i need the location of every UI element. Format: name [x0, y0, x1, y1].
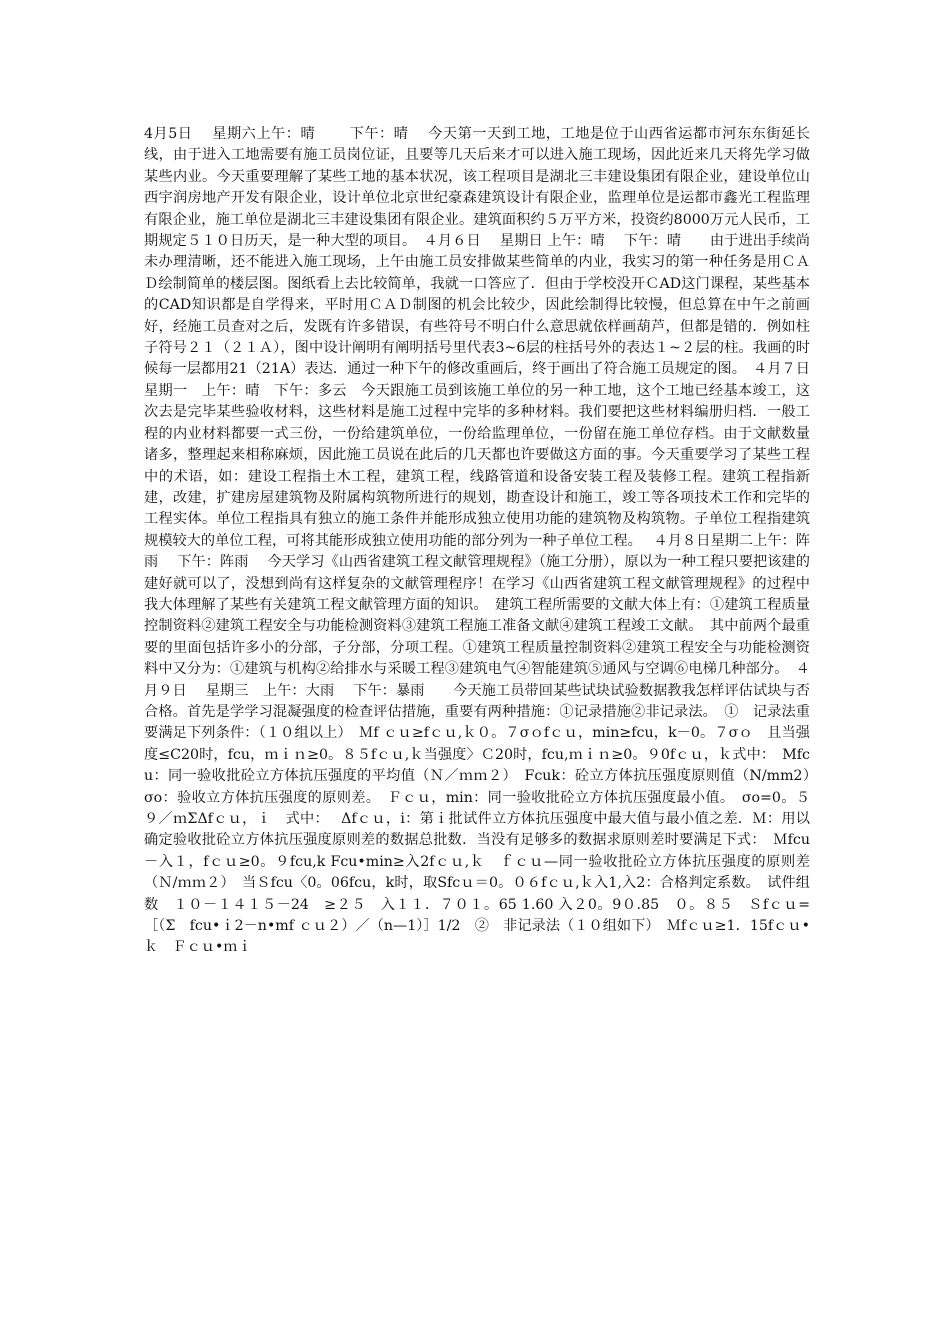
document-body-text: 4月5日 星期六上午：晴 下午：晴 今天第一天到工地，工地是位于山西省运都市河东东街延长线，由于进入工地需要有施工员岗位证，且要等几天后来才可以进入施工现场，因此近来几天将先学习做某些内业。今天重要理解了某些工地的基本状况，该工程项目是湖北三丰建设集团有限企业，建设单位山西宇润房地产开发有限企业，设计单位北京世纪豪森建筑设计有限企业，监理单位是运都市鑫光工程监理有限企业，施工单位是湖北三丰建设集团有限企业。建筑面积约５万平方米，投资约8000万元人民币，工期规定５１０日历天，是一种大型的项目。 ４月６日 星期日 上午：晴 下午：晴 由于进出手续尚未办理清晰，还不能进入施工现场，上午由施工员安排做某些简单的内业，我实习的第一种任务是用ＣＡＤ绘制简单的楼层图。图纸看上去比较简单，我就一口答应了．但由于学校没开ＣAD这门课程，某些基本的CAD知识都是自学得来，平时用ＣＡＤ制图的机会比较少，因此绘制得比较慢，但总算在中午之前画好，经施工员查对之后，发既有许多错误，有些符号不明白什么意思就依样画葫芦，但都是错的．例如柱子符号２１（２１Ａ），图中设计阐明有阐明括号里代表3~6层的柱括号外的表达１~２层的柱。我画的时候每一层都用21（21A）表达．通过一种下午的修改重画后，终于画出了符合施工员规定的图。 ４月７日 星期一 上午：晴 下午：多云 今天跟施工员到该施工单位的另一种工地，这个工地已经基本竣工，这次去是完毕某些验收材料，这些材料是施工过程中完毕的多种材料。我们要把这些材料编册归档．一般工程的内业材料都要一式三份，一份给建筑单位，一份给监理单位，一份留在施工单位存档。由于文献数量诸多，整理起来相称麻烦，因此施工员说在此后的几天都也许要做这方面的事。今天重要学习了某些工程中的术语，如：建设工程指土木工程，建筑工程，线路管道和设备安装工程及装修工程。建筑工程指新建，改建，扩建房屋建筑物及附属构筑物所进行的规划，勘查设计和施工，竣工等各项技术工作和完毕的工程实体。单位工程指具有独立的施工条件并能形成独立使用功能的建筑物及构筑物。子单位工程指建筑规模较大的单位工程，可将其能形成独立使用功能的部分列为一种子单位工程。 ４月８日星期二上午：阵雨 下午：阵雨 今天学习《山西省建筑工程文献管理规程》（施工分册），原以为一种工程只要把该建的建好就可以了，没想到尚有这样复杂的文献管理程序！在学习《山西省建筑工程文献管理规程》的过程中我大体理解了某些有关建筑工程文献管理方面的知识。 建筑工程所需要的文献大体上有：①建筑工程质量控制资料②建筑工程安全与功能检测资料③建筑工程施工准备文献④建筑工程竣工文献。 其中前两个最重要的里面包括许多小的分部，子分部，分项工程。①建筑工程质量控制资料②建筑工程安全与功能检测资料中又分为：①建筑与机构②给排水与采暖工程③建筑电气④智能建筑⑤通风与空调⑥电梯几种部分。 ４月９日 星期三 上午：大雨 下午：暴雨 今天施工员带回某些试块试验数据教我怎样评估试块与否合格。首先是学学习混凝强度的检查评估措施，重要有两种措施：①记录措施②非记录法。 ① 记录法重要满足下列条件：（１０组以上） Ｍf ｃｕ≥fｃｕ,ｋ０。７σｏfｃｕ，min≥fcu，k－0。７σｏ 且当强度≤C20时，fcu，ｍｉｎ≥0。８５fｃｕ,ｋ当强度〉Ｃ20时，fcu,ｍｉｎ≥0。９0fｃｕ，ｋ式中： Mfcu：同一验收批砼立方体抗压强度的平均值（Ｎ／ｍｍ２） Fcuk：砼立方体抗压强度原则值（N/mm2） σo：验收立方体抗压强度的原则差。 Ｆｃｕ，min：同一验收批砼立方体抗压强度最小值。 σo=0。５９／ｍΣΔfｃｕ，ｉ 式中： Δfｃｕ，i：第ｉ批试件立方体抗压强度中最大值与最小值之差．Ｍ：用以确定验收批砼立方体抗压强度原则差的数据总批数．当没有足够多的数据求原则差时要满足下式： Ｍfcu－入１，fｃｕ≥0。９fcu,k Fcu•min≥入2fｃｕ,ｋ ｆｃｕ—同一验收批砼立方体抗压强度的原则差（Ｎ/ｍｍ２） 当Ｓfcu〈0。06fcu，k时，取Sfcｕ＝0。０６fｃｕ,ｋ入1,入2：合格判定系数。 试件组数 １０－１４１５－24 ≥２５ 入１１．７０１。65 1.60 入２0。9０.85 ０。８５ Ｓfｃｕ=［（Σ fcu•ｉ2－n•mf ｃｕ２）／（n—1）］1/2 ② 非记录法（１０组如下） Ｍfｃｕ≥1．15fｃｕ•ｋ Ｆｃｕ•ｍｉ	[144, 126, 829, 956]
